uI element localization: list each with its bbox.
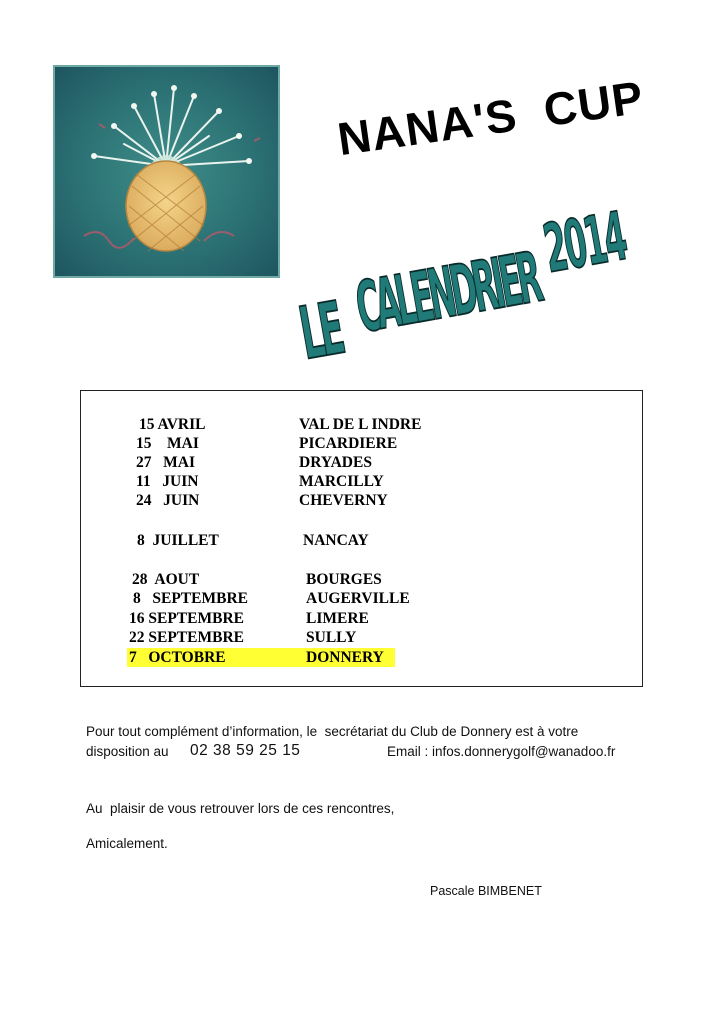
email-address: Email : infos.donnerygolf@wanadoo.fr	[387, 744, 616, 759]
calendar-place: DRYADES	[299, 454, 372, 471]
calendar-place: LIMERE	[306, 610, 369, 627]
info-line-2-prefix: disposition au	[86, 744, 169, 759]
calendar-date: 15 AVRIL	[139, 416, 206, 433]
calendar-row-highlighted	[127, 648, 395, 667]
calendar-date: 8 JUILLET	[137, 532, 219, 549]
calendar-row	[139, 415, 422, 434]
calendar-row	[136, 491, 388, 510]
calendar-place: PICARDIERE	[299, 435, 398, 452]
calendar-date: 11 JUIN	[136, 473, 199, 490]
calendar-place: MARCILLY	[299, 473, 384, 490]
calendar-place: VAL DE L INDRE	[299, 416, 422, 433]
calendar-place: DONNERY	[306, 649, 384, 666]
calendar-row	[137, 531, 369, 550]
calendar-date: 16 SEPTEMBRE	[129, 610, 244, 627]
calendar-subtitle	[293, 197, 680, 377]
calendar-place: CHEVERNY	[299, 492, 388, 509]
calendar-date: 8 SEPTEMBRE	[133, 590, 248, 607]
calendar-row	[136, 472, 384, 491]
calendar-date: 27 MAI	[136, 454, 195, 471]
calendar-row	[136, 434, 398, 453]
calendar-date: 24 JUIN	[136, 492, 200, 509]
calendar-place: NANCAY	[303, 532, 369, 549]
calendar-place: SULLY	[306, 629, 357, 646]
calendar-row	[133, 589, 410, 608]
calendar-row	[129, 609, 369, 628]
info-line-1: Pour tout complément d’information, le secrétariat du Club de Donnery est à votre	[86, 724, 579, 739]
subtitle-word-le: LE	[293, 286, 351, 377]
calendar-date: 22 SEPTEMBRE	[129, 629, 244, 646]
calendar-box	[80, 390, 643, 687]
calendar-row	[129, 628, 357, 647]
calendar-date: 28 AOUT	[132, 571, 200, 588]
calendar-row	[132, 570, 382, 589]
calendar-date: 7 OCTOBRE	[129, 649, 226, 666]
pineapple-painting-icon	[54, 66, 279, 277]
signoff: Amicalement.	[86, 836, 168, 851]
calendar-date: 15 MAI	[136, 435, 199, 452]
calendar-row	[136, 453, 372, 472]
title: NANA'S CUP	[334, 70, 647, 166]
signature: Pascale BIMBENET	[430, 884, 542, 898]
subtitle-word-calendrier: CALENDRIER	[350, 236, 549, 349]
closing-line: Au plaisir de vous retrouver lors de ces rencontres,	[86, 801, 395, 816]
subtitle-word-year: 2014	[538, 197, 634, 289]
pineapple-painting	[54, 66, 279, 277]
calendar-place: AUGERVILLE	[306, 590, 410, 607]
phone-number: 02 38 59 25 15	[190, 742, 301, 759]
calendar-place: BOURGES	[306, 571, 382, 588]
